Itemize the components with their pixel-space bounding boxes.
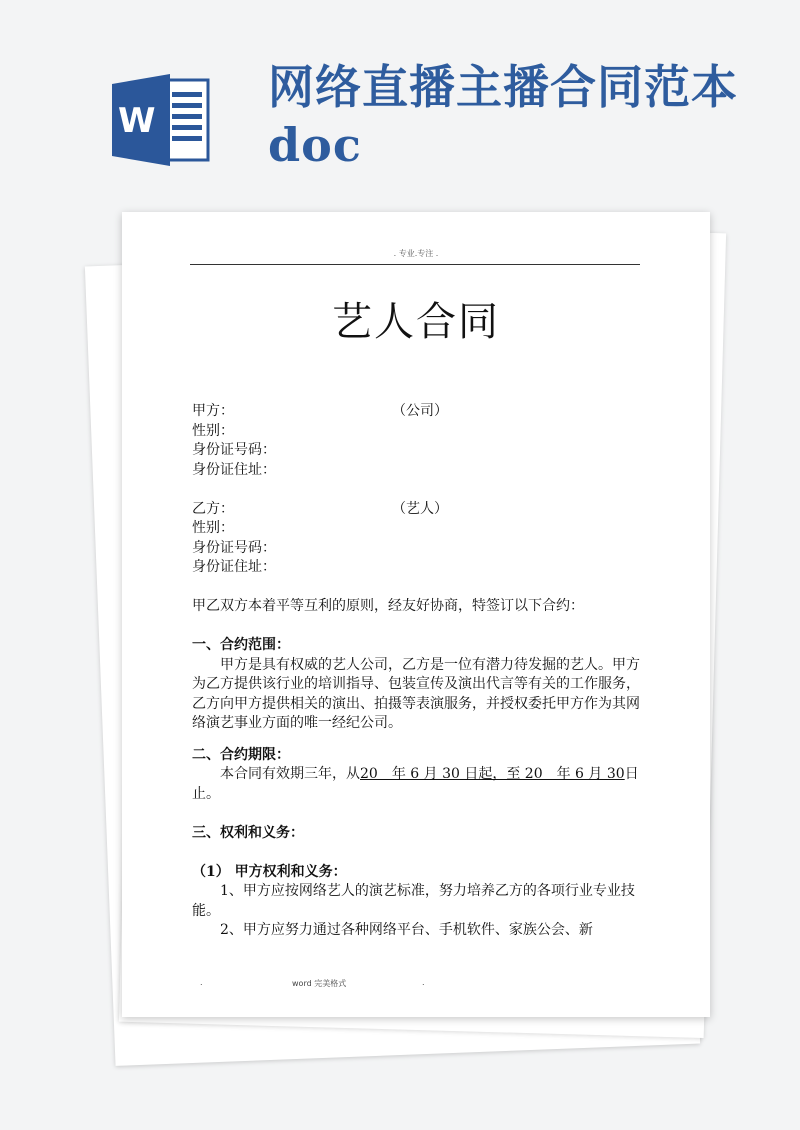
section-3-sub1: （1） 甲方权利和义务： (192, 863, 347, 880)
term-dates: 20 年 6 月 30 日起，至 20 年 6 月 30 (360, 766, 625, 782)
section-3-item2: 2、甲方应努力通过各种网络平台、手机软件、家族公会、新 (220, 922, 593, 938)
banner-title-line2: doc (268, 118, 362, 172)
footer-left: . (200, 978, 203, 987)
party-b-id-number: 身份证号码： (192, 539, 276, 556)
banner-title (268, 58, 738, 174)
party-a-row (192, 402, 647, 422)
section-1-heading: 一、合约范围： (192, 637, 290, 653)
contract-intro: 甲乙双方本着平等互利的原则，经友好协商，特签订以下合约： (192, 598, 584, 614)
section-3-heading: 三、权利和义务： (192, 824, 304, 841)
party-b-id-address: 身份证住址： (192, 559, 276, 575)
party-b-label: 乙方： (192, 500, 234, 517)
document-title: 艺人合同 (332, 299, 500, 345)
banner-title-line1: 网络直播主播合同范本 (268, 60, 738, 114)
section-2-body (192, 765, 647, 804)
term-prefix: 本合同有效期三年，从 (220, 766, 360, 782)
footer-center: word 完美格式 (292, 979, 347, 988)
section-2-heading: 二、合约期限： (192, 746, 290, 763)
party-a-type: （公司） (392, 403, 448, 419)
document-body (192, 402, 647, 941)
party-b-row (192, 500, 647, 520)
header-rule (190, 264, 640, 265)
party-a-id-address: 身份证住址： (192, 461, 276, 478)
section-1-body: 甲方是具有权威的艺人公司，乙方是一位有潜力待发掘的艺人。甲方为乙方提供该行业的培训指导、包装宣传及演出代言等有关的工作服务，乙方向甲方提供相关的演出、拍摄等表演服务，并授权委托甲方作为其网络演艺事业方面的唯一经纪公司。 (192, 656, 640, 731)
party-b-type: （艺人） (392, 500, 448, 517)
party-a-id-number: 身份证号码： (192, 442, 276, 458)
section-3-item1: 1、甲方应按网络艺人的演艺标准，努力培养乙方的各项行业专业技能。 (192, 883, 635, 919)
party-b-gender: 性别： (192, 520, 234, 536)
term-suffix: 日止。 (192, 766, 639, 802)
document-page (122, 212, 710, 1017)
page-header: . 专业.专注 . (393, 249, 439, 258)
party-a-gender: 性别： (192, 422, 234, 439)
footer-right: . (422, 978, 425, 987)
svg-text:W: W (118, 101, 156, 141)
word-doc-icon (110, 70, 215, 170)
party-a-label: 甲方： (192, 403, 234, 419)
